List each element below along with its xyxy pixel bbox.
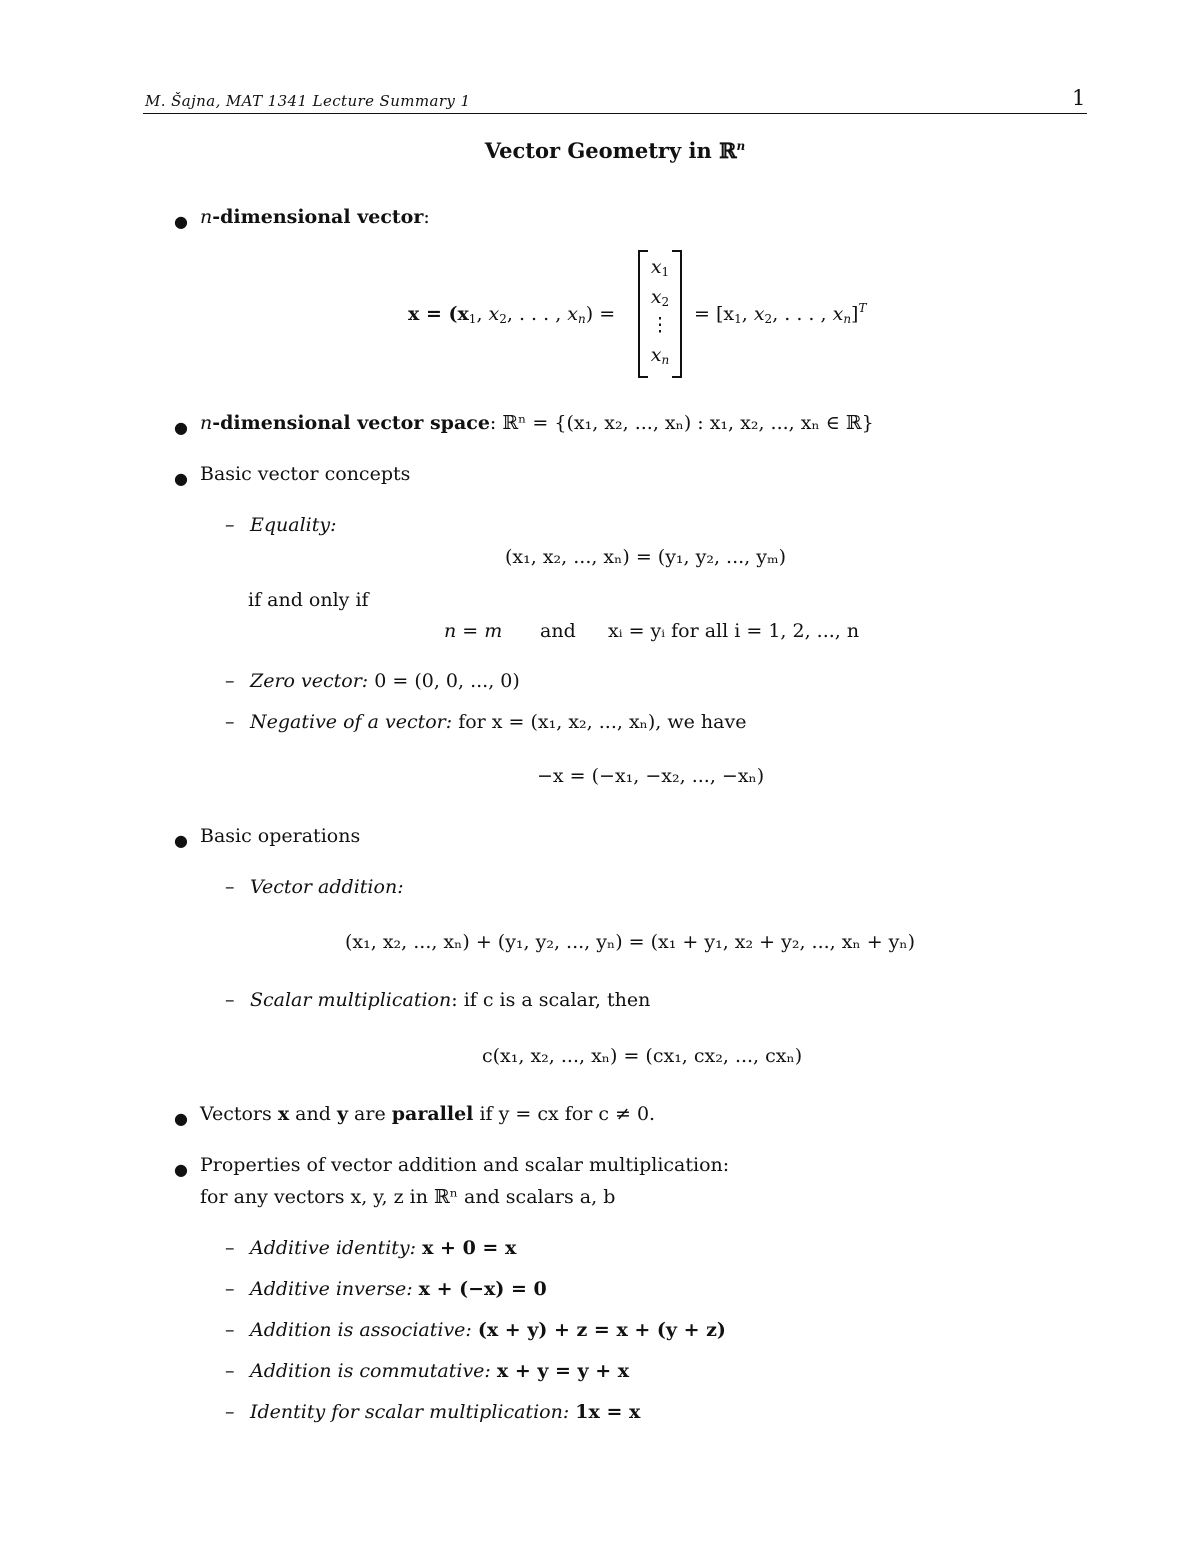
title-set: ℝ bbox=[719, 138, 737, 163]
vector-eq-lhs: $x = (x_1$, $x_2$, . . . , $x_n$) = bbox=[408, 303, 616, 326]
page-number: 1 bbox=[1072, 86, 1086, 110]
dash-addition: – bbox=[225, 876, 235, 898]
dash-scalar: – bbox=[225, 989, 235, 1011]
dash-prop-2: – bbox=[225, 1278, 235, 1300]
negative-text: for x = (x₁, x₂, ..., xₙ), we have bbox=[458, 711, 747, 733]
header-rule bbox=[143, 113, 1087, 114]
ndim-vector-colon: : bbox=[423, 206, 430, 228]
parallel-term: parallel bbox=[391, 1103, 474, 1125]
basic-concepts-label: Basic vector concepts bbox=[200, 463, 411, 485]
parallel-line: Vectors x and y are parallel if y = cx for c ≠ 0. bbox=[200, 1103, 656, 1125]
dash-negative: – bbox=[225, 711, 235, 733]
property-associative: Addition is associative: (x + y) + z = x + (y + z) bbox=[250, 1319, 726, 1341]
negative-formula: −x = (−x₁, −x₂, ..., −xₙ) bbox=[537, 765, 765, 787]
running-header: M. Šajna, MAT 1341 Lecture Summary 1 bbox=[145, 92, 471, 110]
equality-label: Equality: bbox=[250, 514, 337, 536]
bullet-icon: ● bbox=[174, 212, 188, 231]
title-set-exponent: n bbox=[736, 139, 746, 153]
equality-formula: (x₁, x₂, ..., xₙ) = (y₁, y₂, ..., yₘ) bbox=[505, 546, 787, 568]
dash-equality: – bbox=[225, 514, 235, 536]
iff-text: if and only if bbox=[248, 589, 369, 611]
column-vector-matrix bbox=[638, 250, 682, 376]
bullet-ndim-vector bbox=[174, 210, 188, 232]
dash-prop-4: – bbox=[225, 1360, 235, 1382]
ndim-vector-label: -dimensional vector bbox=[212, 206, 424, 228]
condition-xi-eq-yi: xᵢ = yᵢ for all i = 1, 2, ..., n bbox=[608, 620, 860, 642]
matrix-entry-n: $x_n$ bbox=[650, 344, 670, 367]
bullet-parallel: ● bbox=[174, 1109, 188, 1128]
dash-zero: – bbox=[225, 670, 235, 692]
scalar-text: if c is a scalar, then bbox=[463, 989, 651, 1011]
vector-eq-rhs: = [$x_1$, $x_2$, . . . , $x_n]^T$ bbox=[694, 301, 867, 326]
properties-line-1: Properties of vector addition and scalar multiplication: bbox=[200, 1154, 730, 1176]
addition-formula: (x₁, x₂, ..., xₙ) + (y₁, y₂, ..., yₙ) = (x₁ + y₁, x₂ + y₂, ..., xₙ + yₙ) bbox=[345, 931, 916, 953]
and-text: and bbox=[540, 620, 576, 642]
bullet-basic-operations: ● bbox=[174, 831, 188, 850]
zero-formula: 0 = (0, 0, ..., 0) bbox=[374, 670, 520, 692]
matrix-entry-dots: ⋮ bbox=[650, 314, 670, 336]
negative-line: Negative of a vector: for x = (x₁, x₂, ..., xₙ), we have bbox=[250, 711, 747, 733]
vector-space-line: n-dimensional vector space: ℝⁿ = {(x₁, x₂, ..., xₙ) : x₁, x₂, ..., xₙ ∈ ℝ} bbox=[200, 412, 874, 434]
matrix-entry-1: $x_1$ bbox=[650, 256, 670, 279]
bullet-properties: ● bbox=[174, 1160, 188, 1179]
properties-line-2: for any vectors x, y, z in ℝⁿ and scalars a, b bbox=[200, 1186, 616, 1208]
dash-prop-3: – bbox=[225, 1319, 235, 1341]
title-text: Vector Geometry in bbox=[484, 138, 720, 163]
dash-prop-5: – bbox=[225, 1401, 235, 1423]
ndim-n: n bbox=[200, 206, 213, 228]
property-commutative: Addition is commutative: x + y = y + x bbox=[250, 1360, 630, 1382]
property-additive-identity: Additive identity: x + 0 = x bbox=[250, 1237, 517, 1259]
property-scalar-identity: Identity for scalar multiplication: 1x = x bbox=[250, 1401, 641, 1423]
bullet-basic-concepts: ● bbox=[174, 469, 188, 488]
condition-n-eq-m: n = m bbox=[444, 620, 503, 642]
scalar-line: Scalar multiplication: if c is a scalar, then bbox=[250, 989, 651, 1011]
property-additive-inverse: Additive inverse: x + (−x) = 0 bbox=[250, 1278, 547, 1300]
scalar-formula: c(x₁, x₂, ..., xₙ) = (cx₁, cx₂, ..., cxₙ) bbox=[482, 1045, 803, 1067]
bullet-vector-space: ● bbox=[174, 418, 188, 437]
page-title bbox=[0, 138, 1200, 163]
basic-operations-label: Basic operations bbox=[200, 825, 361, 847]
ndim-vector-heading bbox=[200, 206, 430, 228]
zero-vector-line: Zero vector: 0 = (0, 0, ..., 0) bbox=[250, 670, 520, 692]
matrix-entry-2: $x_2$ bbox=[650, 286, 670, 309]
vector-space-formula: : ℝⁿ = {(x₁, x₂, ..., xₙ) : x₁, x₂, ..., xₙ ∈ ℝ} bbox=[489, 412, 874, 434]
dash-prop-1: – bbox=[225, 1237, 235, 1259]
addition-label: Vector addition: bbox=[250, 876, 404, 898]
